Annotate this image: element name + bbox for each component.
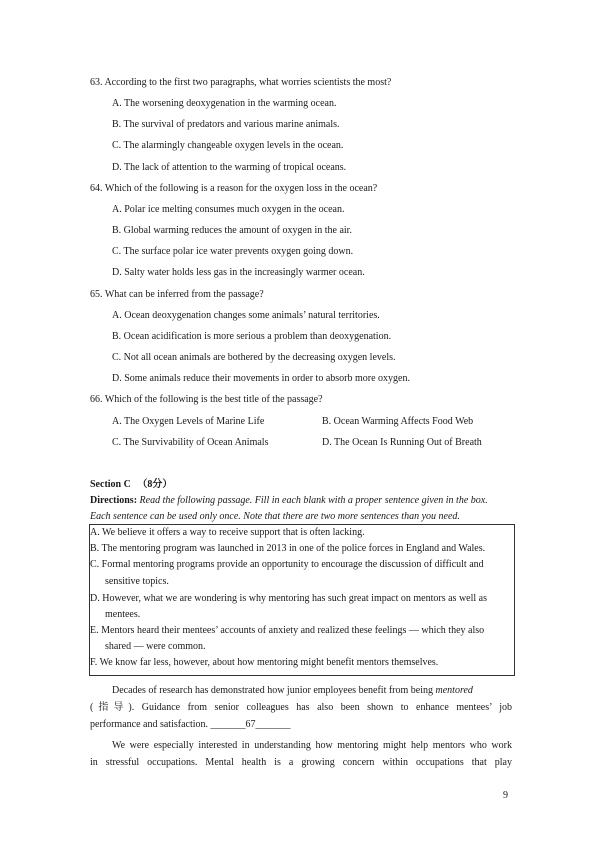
passage-mentored-word: mentored [435,685,473,696]
question-65-stem: 65. What can be inferred from the passage? [90,289,264,300]
question-66-stem: 66. Which of the following is the best title of the passage? [90,394,323,405]
directions-line-1 [90,495,488,507]
sentence-option-d-cont: mentees. [105,609,141,620]
question-64-stem: 64. Which of the following is a reason for the oxygen loss in the ocean? [90,183,378,194]
sentence-option-b: B. The mentoring program was launched in 2013 in one of the police forces in England and Wales. [90,543,486,554]
sentence-option-e: E. Mentors heard their mentees’ accounts of anxiety and realized these feelings — which they also [90,625,485,636]
directions-line-2 [90,511,460,523]
question-65-option-d: D. Some animals reduce their movements in order to absorb more oxygen. [112,373,410,384]
question-63-option-d: D. The lack of attention to the warming of tropical oceans. [112,162,347,173]
directions-label: Directions: [90,495,138,506]
section-c-title [90,479,172,491]
passage-p1-line-1-text: Decades of research has demonstrated how junior employees benefit from being [112,685,436,696]
sentence-option-e-cont: shared — were common. [105,641,206,652]
question-65-option-b: B. Ocean acidification is more serious a problem than deoxygenation. [112,331,392,342]
passage-p2-line-2: in stressful occupations. Mental health is a growing concern within occupations that play [90,757,512,768]
passage-p1-line-2: (指导). Guidance from senior colleagues has also been shown to enhance mentees’ job [90,702,512,713]
sentence-option-c-cont: sensitive topics. [105,576,169,587]
sentence-option-a: A. We believe it offers a way to receive support that is often lacking. [90,527,365,538]
question-65-option-c: C. Not all ocean animals are bothered by the decreasing oxygen levels. [112,352,396,363]
question-64-option-d: D. Salty water holds less gas in the increasingly warmer ocean. [112,267,365,278]
question-66-option-a: A. The Oxygen Levels of Marine Life [112,416,265,427]
directions-text-1: Read the following passage. Fill in each blank with a proper sentence given in the box. [139,495,488,506]
question-64-option-b: B. Global warming reduces the amount of oxygen in the air. [112,225,352,236]
question-66-option-b: B. Ocean Warming Affects Food Web [322,416,474,427]
sentence-option-c: C. Formal mentoring programs provide an opportunity to encourage the discussion of difficult and [90,559,484,570]
question-63-option-b: B. The survival of predators and various marine animals. [112,119,340,130]
passage-p1-line-1 [112,685,473,697]
sentence-option-d: D. However, what we are wondering is why mentoring has such great impact on mentors as well as [90,593,487,604]
question-63-option-c: C. The alarmingly changeable oxygen levels in the ocean. [112,140,344,151]
passage-p1-line-3: performance and satisfaction. _______67_______ [90,719,291,730]
question-65-option-a: A. Ocean deoxygenation changes some animals’ natural territories. [112,310,380,321]
directions-text-2: Each sentence can be used only once. Note that there are two more sentences than you need. [90,511,460,522]
question-64-option-c: C. The surface polar ice water prevents oxygen going down. [112,246,354,257]
question-66-option-c: C. The Survivability of Ocean Animals [112,437,269,448]
question-63-stem: 63. According to the first two paragraphs, what worries scientists the most? [90,77,392,88]
section-c-label: Section C [90,479,131,490]
passage-p2-line-1: We were especially interested in understanding how mentoring might help mentors who work [112,740,512,751]
question-63-option-a: A. The worsening deoxygenation in the warming ocean. [112,98,337,109]
section-c-points: （8分） [137,479,173,490]
sentence-option-f: F. We know far less, however, about how mentoring might benefit mentors themselves. [90,657,439,668]
question-66-option-d: D. The Ocean Is Running Out of Breath [322,437,482,448]
page-number: 9 [503,790,508,801]
question-64-option-a: A. Polar ice melting consumes much oxygen in the ocean. [112,204,345,215]
